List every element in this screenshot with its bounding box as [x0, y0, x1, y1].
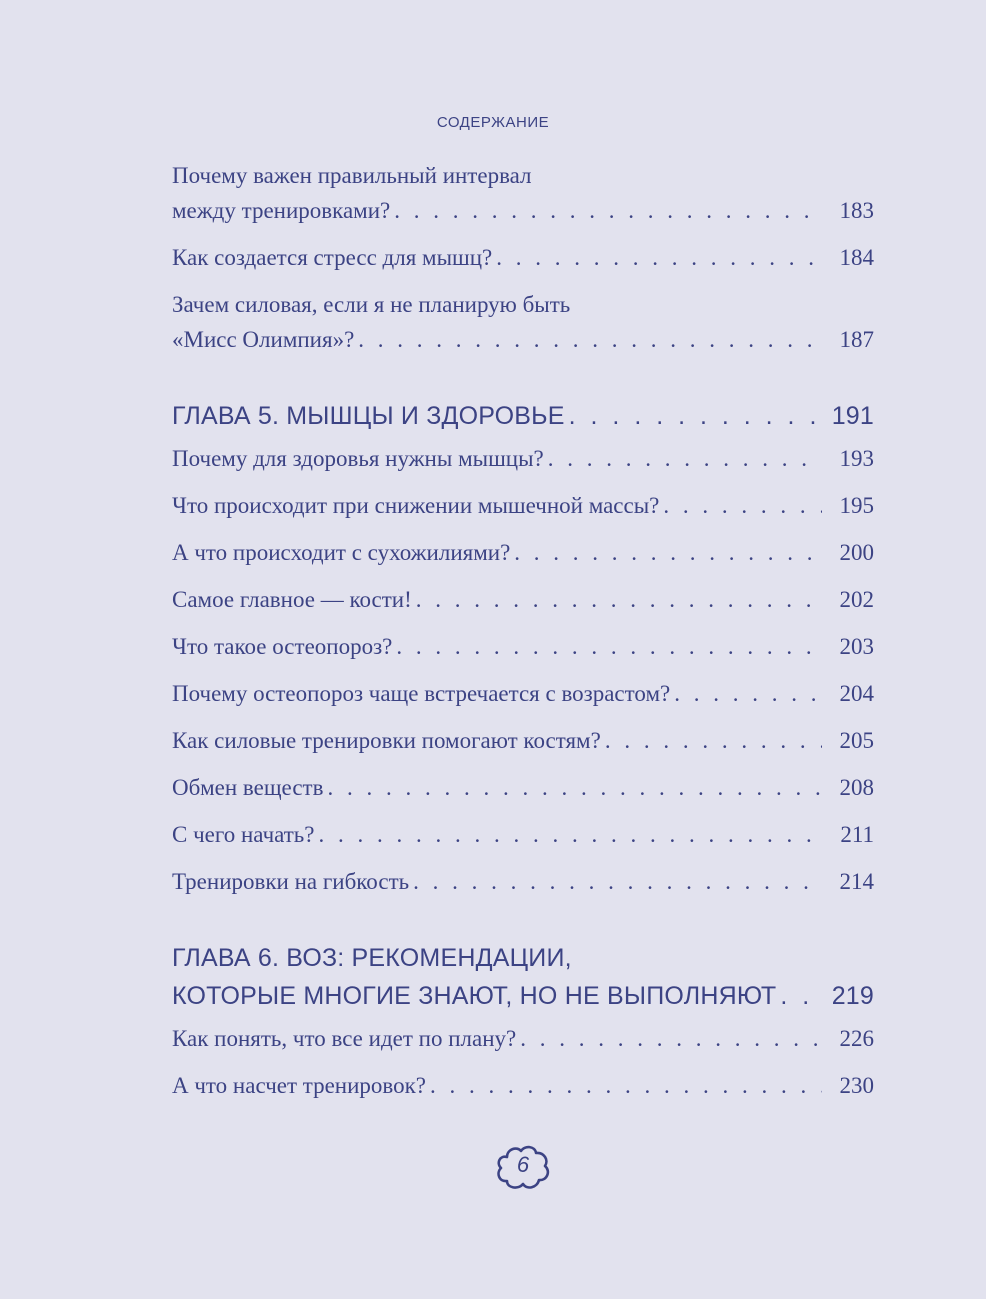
toc-line	[172, 864, 874, 899]
dot-leader	[548, 441, 822, 476]
toc-line	[172, 535, 874, 570]
toc-page-number: 202	[839, 587, 874, 612]
toc-title-text: Самое главное — кости!	[172, 587, 412, 612]
dot-leader	[319, 817, 822, 852]
dot-leader	[327, 770, 822, 805]
toc-page-number: 200	[839, 540, 874, 565]
toc-line	[172, 676, 874, 711]
toc-line	[172, 1068, 874, 1103]
dot-leader	[416, 582, 822, 617]
toc-line	[172, 723, 874, 758]
toc-page-number: 203	[839, 634, 874, 659]
toc-title-text: Что происходит при снижении мышечной массы?	[172, 493, 660, 518]
toc-entry[interactable]	[172, 158, 874, 228]
toc-line	[172, 939, 874, 977]
toc-title-text: ГЛАВА 5. МЫШЦЫ И ЗДОРОВЬЕ	[172, 402, 565, 430]
toc-title-text: Почему важен правильный интервал	[172, 163, 532, 188]
toc-line	[172, 977, 874, 1015]
toc-line	[172, 817, 874, 852]
toc-line	[172, 770, 874, 805]
toc-title-text: Как создается стресс для мышц?	[172, 245, 493, 270]
toc-line	[172, 287, 874, 322]
toc-title-text: ГЛАВА 6. ВОЗ: РЕКОМЕНДАЦИИ,	[172, 944, 572, 972]
toc-title-text: Обмен веществ	[172, 775, 324, 800]
toc-page-number: 183	[839, 198, 874, 223]
toc-line	[172, 193, 874, 228]
toc-title-text: Как силовые тренировки помогают костям?	[172, 728, 601, 753]
dot-leader	[520, 1021, 822, 1056]
dot-leader	[496, 240, 822, 275]
dot-leader	[394, 193, 822, 228]
toc-page-number: 230	[839, 1073, 874, 1098]
table-of-contents	[172, 158, 874, 1103]
toc-entry[interactable]	[172, 240, 874, 275]
dot-leader	[514, 535, 822, 570]
toc-page-number: 191	[831, 402, 874, 430]
dot-leader	[605, 723, 822, 758]
toc-chapter[interactable]	[172, 397, 874, 435]
toc-title-text: Что такое остеопороз?	[172, 634, 393, 659]
toc-title-text: Тренировки на гибкость	[172, 869, 410, 894]
dot-leader	[358, 322, 822, 357]
toc-page-number: 208	[839, 775, 874, 800]
dot-leader	[569, 397, 820, 435]
toc-title-text: КОТОРЫЕ МНОГИЕ ЗНАЮТ, НО НЕ ВЫПОЛНЯЮТ	[172, 982, 777, 1010]
toc-entry[interactable]	[172, 488, 874, 523]
toc-line	[172, 240, 874, 275]
toc-entry[interactable]	[172, 676, 874, 711]
toc-title-text: С чего начать?	[172, 822, 315, 847]
toc-page-number: 214	[839, 869, 874, 894]
toc-entry[interactable]	[172, 1021, 874, 1056]
toc-page-number: 219	[831, 982, 874, 1010]
toc-entry[interactable]	[172, 817, 874, 852]
toc-page-number: 204	[839, 681, 874, 706]
toc-entry[interactable]	[172, 864, 874, 899]
toc-page-number: 193	[839, 446, 874, 471]
toc-line	[172, 322, 874, 357]
toc-line	[172, 441, 874, 476]
toc-entry[interactable]	[172, 629, 874, 664]
toc-entry[interactable]	[172, 723, 874, 758]
toc-page-number: 226	[839, 1026, 874, 1051]
toc-line	[172, 629, 874, 664]
toc-title-text: Как понять, что все идет по плану?	[172, 1026, 517, 1051]
toc-line	[172, 397, 874, 435]
toc-entry[interactable]	[172, 770, 874, 805]
toc-line	[172, 158, 874, 193]
dot-leader	[413, 864, 822, 899]
toc-entry[interactable]	[172, 535, 874, 570]
toc-line	[172, 582, 874, 617]
toc-entry[interactable]	[172, 582, 874, 617]
toc-title-text: Почему остеопороз чаще встречается с возрастом?	[172, 681, 671, 706]
dot-leader	[780, 977, 819, 1015]
toc-entry[interactable]	[172, 441, 874, 476]
toc-title-text: Почему для здоровья нужны мышцы?	[172, 446, 544, 471]
toc-page-number: 195	[839, 493, 874, 518]
toc-title-text: Зачем силовая, если я не планирую быть	[172, 292, 571, 317]
toc-title-text: А что происходит с сухожилиями?	[172, 540, 511, 565]
toc-page-number: 187	[839, 327, 874, 352]
toc-line	[172, 488, 874, 523]
dot-leader	[663, 488, 822, 523]
dot-leader	[430, 1068, 822, 1103]
toc-entry[interactable]	[172, 287, 874, 357]
running-header: СОДЕРЖАНИЕ	[436, 114, 550, 131]
toc-page-number: 184	[839, 245, 874, 270]
toc-chapter[interactable]	[172, 939, 874, 1015]
toc-title-text: А что насчет тренировок?	[172, 1073, 427, 1098]
toc-line	[172, 1021, 874, 1056]
toc-title-text: между тренировками?	[172, 198, 391, 223]
dot-leader	[396, 629, 822, 664]
page-number: 6	[516, 1152, 530, 1177]
toc-page-number: 205	[839, 728, 874, 753]
page-number-badge	[493, 1141, 553, 1193]
toc-entry[interactable]	[172, 1068, 874, 1103]
dot-leader	[674, 676, 822, 711]
toc-page-number: 211	[840, 822, 874, 847]
toc-title-text: «Мисс Олимпия»?	[172, 327, 355, 352]
